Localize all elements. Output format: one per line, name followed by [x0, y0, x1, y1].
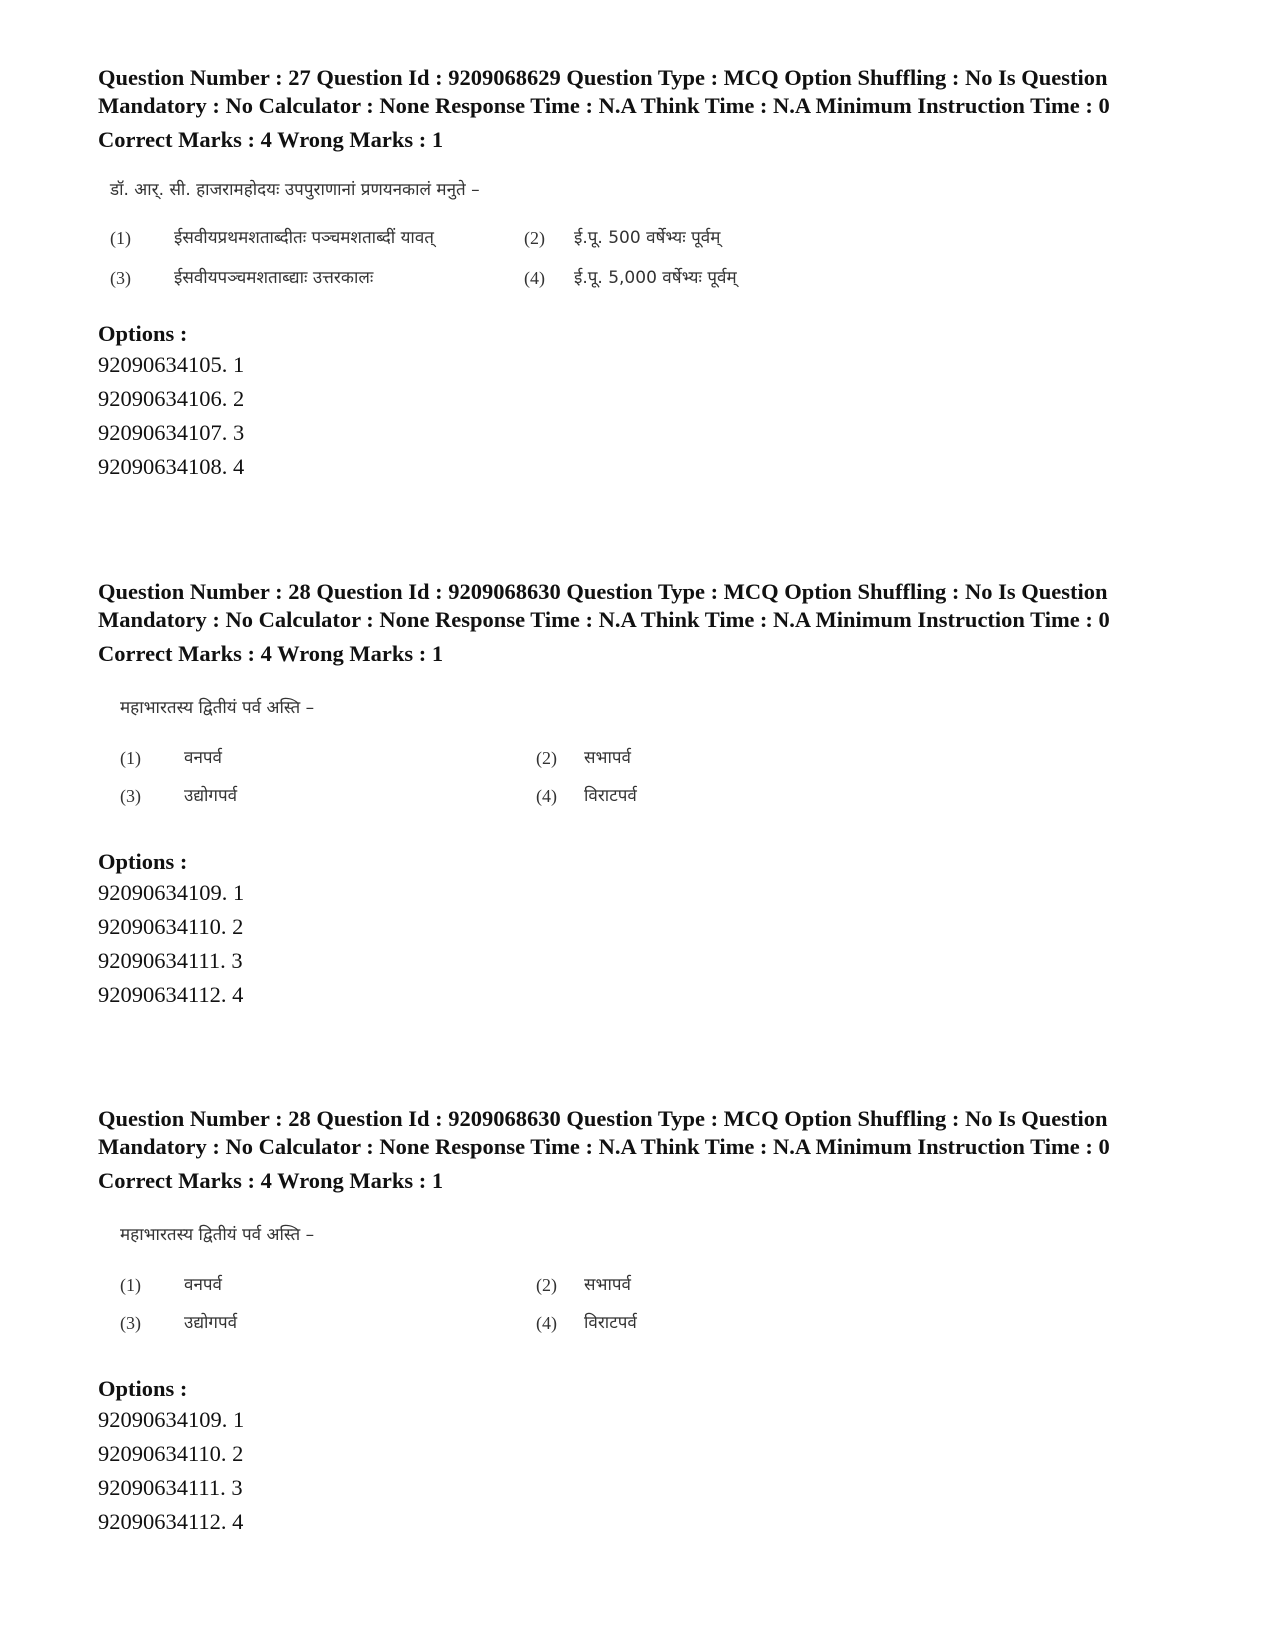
choice-number: (4) [536, 1313, 557, 1333]
question-image [98, 178, 1158, 294]
choice-number: (3) [120, 1313, 141, 1333]
question-header: Question Number : 28 Question Id : 9209068630 Question Type : MCQ Option Shuffling : No Is Question Mandatory : No Calculator : None Response Time : N.A Think Time : N.A Minimum Instruction Time : 0 [98, 579, 1110, 632]
choice-number: (2) [524, 228, 545, 248]
choice-text: ई.पू. 500 वर्षेभ्यः पूर्वम् [574, 228, 721, 248]
choice-text: वनपर्व [184, 748, 222, 768]
options-title: Options : [98, 849, 188, 874]
choice-number: (4) [524, 268, 545, 288]
option-line: 92090634112. 4 [98, 1509, 244, 1534]
option-line: 92090634106. 2 [98, 386, 245, 411]
question-marks: Correct Marks : 4 Wrong Marks : 1 [98, 641, 444, 666]
choice-text: ईसवीयपञ्चमशताब्द्याः उत्तरकालः [174, 268, 374, 288]
option-line: 92090634110. 2 [98, 914, 244, 939]
choice-text: उद्योगपर्व [184, 786, 238, 806]
question-block-28-repeat [98, 1105, 1158, 1539]
question-block-27 [98, 64, 1158, 484]
choice-number: (4) [536, 786, 557, 806]
choice-number: (1) [120, 1275, 141, 1295]
question-image [98, 1219, 1158, 1335]
question-header: Question Number : 27 Question Id : 9209068629 Question Type : MCQ Option Shuffling : No Is Question Mandatory : No Calculator : None Response Time : N.A Think Time : N.A Minimum Instruction Time : 0 [98, 65, 1110, 118]
question-block-28 [98, 578, 1158, 1012]
options-title: Options : [98, 1376, 188, 1401]
question-marks: Correct Marks : 4 Wrong Marks : 1 [98, 1168, 444, 1193]
option-line: 92090634111. 3 [98, 1475, 243, 1500]
option-line: 92090634112. 4 [98, 982, 244, 1007]
choice-text: सभापर्व [584, 748, 631, 768]
choice-number: (3) [120, 786, 141, 806]
option-line: 92090634111. 3 [98, 948, 243, 973]
option-line: 92090634109. 1 [98, 1407, 245, 1432]
choice-text: विराटपर्व [584, 1313, 637, 1333]
question-stem: महाभारतस्य द्वितीयं पर्व अस्ति – [120, 698, 315, 718]
choice-text: उद्योगपर्व [184, 1313, 238, 1333]
choice-text: ई.पू. 5,000 वर्षेभ्यः पूर्वम् [574, 268, 737, 288]
option-line: 92090634108. 4 [98, 454, 245, 479]
choice-text: वनपर्व [184, 1275, 222, 1295]
option-line: 92090634110. 2 [98, 1441, 244, 1466]
question-header: Question Number : 28 Question Id : 9209068630 Question Type : MCQ Option Shuffling : No Is Question Mandatory : No Calculator : None Response Time : N.A Think Time : N.A Minimum Instruction Time : 0 [98, 1106, 1110, 1159]
choice-number: (2) [536, 748, 557, 768]
options-title: Options : [98, 321, 188, 346]
choice-number: (3) [110, 268, 131, 288]
option-line: 92090634107. 3 [98, 420, 245, 445]
option-line: 92090634105. 1 [98, 352, 245, 377]
question-marks: Correct Marks : 4 Wrong Marks : 1 [98, 127, 444, 152]
option-line: 92090634109. 1 [98, 880, 245, 905]
choice-number: (1) [110, 228, 131, 248]
question-stem: डॉ. आर्. सी. हाजरामहोदयः उपपुराणानां प्रणयनकालं मनुते – [110, 180, 480, 200]
question-stem: महाभारतस्य द्वितीयं पर्व अस्ति – [120, 1225, 315, 1245]
choice-number: (1) [120, 748, 141, 768]
choice-text: सभापर्व [584, 1275, 631, 1295]
choice-number: (2) [536, 1275, 557, 1295]
question-image [98, 692, 1158, 808]
choice-text: विराटपर्व [584, 786, 637, 806]
choice-text: ईसवीयप्रथमशताब्दीतः पञ्चमशताब्दीं यावत् [174, 228, 434, 248]
